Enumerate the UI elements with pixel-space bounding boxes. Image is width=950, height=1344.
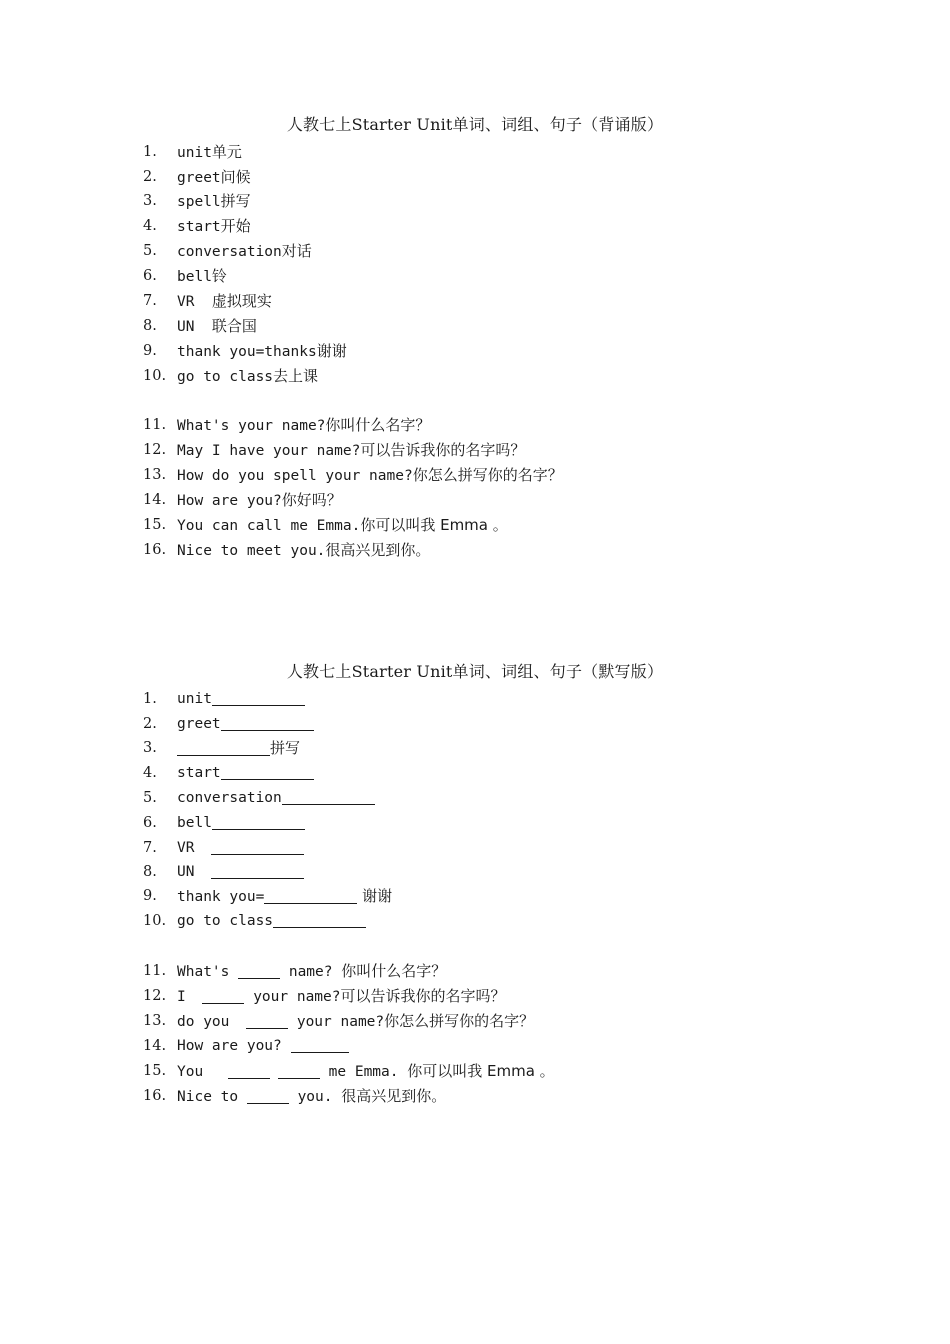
- item-number: 7.: [143, 293, 157, 309]
- item-number: 6.: [143, 268, 157, 284]
- item-number: 11.: [143, 417, 167, 433]
- item-chinese: 联合国: [211, 317, 257, 335]
- item-chinese: 谢谢: [357, 887, 393, 905]
- answer-blank[interactable]: [212, 813, 305, 830]
- item-english: go to class: [177, 369, 274, 385]
- answer-blank[interactable]: [246, 1012, 288, 1029]
- item-number: 12.: [143, 442, 167, 458]
- item-prompt: name?: [280, 964, 342, 980]
- item-number: 15.: [143, 517, 167, 533]
- item-prompt: do you: [177, 1014, 239, 1030]
- answer-blank[interactable]: [177, 739, 270, 756]
- answer-blank[interactable]: [282, 788, 375, 805]
- answer-blank[interactable]: [221, 714, 314, 731]
- item-chinese: 铃: [211, 267, 227, 285]
- item-number: 12.: [143, 988, 167, 1004]
- item-prompt: your name?: [244, 989, 341, 1005]
- item-english: spell: [177, 194, 221, 210]
- item-prompt: VR: [177, 840, 204, 856]
- item-chinese: 可以告诉我你的名字吗？: [360, 441, 526, 459]
- item-number: 7.: [143, 840, 157, 856]
- dictation-title: 人教七上Starter Unit单词、词组、句子（默写版）: [286, 662, 664, 681]
- answer-blank[interactable]: [211, 862, 304, 879]
- item-prompt: you.: [288, 1089, 342, 1105]
- item-number: 11.: [143, 963, 167, 979]
- item-prompt: bell: [177, 815, 212, 831]
- answer-blank[interactable]: [278, 1062, 320, 1079]
- item-prompt: How are you?: [177, 1038, 291, 1054]
- answer-blank[interactable]: [238, 962, 280, 979]
- item-prompt: your name?: [288, 1014, 385, 1030]
- item-number: 6.: [143, 815, 157, 831]
- recite-title: 人教七上Starter Unit单词、词组、句子（背诵版）: [286, 115, 664, 134]
- item-chinese: 很高兴见到你。: [325, 541, 431, 559]
- item-chinese: 可以告诉我你的名字吗？: [340, 987, 506, 1005]
- item-prompt: me Emma.: [319, 1064, 408, 1080]
- answer-blank[interactable]: [264, 887, 357, 904]
- item-chinese: 你怎么拼写你的名字？: [412, 466, 563, 484]
- item-number: 8.: [143, 318, 157, 334]
- item-english: Nice to meet you.: [177, 543, 326, 559]
- item-chinese: 对话: [281, 242, 312, 260]
- item-prompt: thank you=: [177, 889, 265, 905]
- item-number: 13.: [143, 1013, 167, 1029]
- item-number: 10.: [143, 368, 167, 384]
- item-number: 8.: [143, 864, 157, 880]
- item-chinese: 你可以叫我 Emma 。: [360, 516, 508, 534]
- item-chinese: 你可以叫我 Emma 。: [407, 1062, 555, 1080]
- item-number: 1.: [143, 691, 157, 707]
- item-english: bell: [177, 269, 212, 285]
- item-number: 5.: [143, 790, 157, 806]
- item-english: conversation: [177, 244, 282, 260]
- item-number: 3.: [143, 193, 157, 209]
- item-chinese: 拼写: [270, 739, 301, 757]
- item-chinese: 开始: [220, 217, 251, 235]
- item-chinese: 单元: [211, 143, 242, 161]
- item-number: 14.: [143, 1038, 167, 1054]
- item-chinese: 很高兴见到你。: [341, 1087, 447, 1105]
- item-chinese: 虚拟现实: [211, 292, 272, 310]
- item-chinese: 你叫什么名字？: [325, 416, 431, 434]
- item-number: 1.: [143, 144, 157, 160]
- item-chinese: 你怎么拼写你的名字？: [384, 1012, 535, 1030]
- item-chinese: 拼写: [220, 192, 251, 210]
- answer-blank[interactable]: [291, 1036, 349, 1053]
- item-prompt: go to class: [177, 913, 274, 929]
- item-prompt: unit: [177, 691, 212, 707]
- item-prompt: What's: [177, 964, 239, 980]
- item-prompt: You: [177, 1064, 212, 1080]
- item-english: unit: [177, 145, 212, 161]
- item-prompt: I: [177, 989, 195, 1005]
- answer-blank[interactable]: [212, 689, 305, 706]
- item-chinese: 谢谢: [316, 342, 347, 360]
- item-number: 2.: [143, 716, 157, 732]
- item-english: How do you spell your name?: [177, 468, 413, 484]
- item-number: 16.: [143, 542, 167, 558]
- item-number: 2.: [143, 169, 157, 185]
- item-english: start: [177, 219, 221, 235]
- answer-blank[interactable]: [247, 1087, 289, 1104]
- item-number: 9.: [143, 888, 157, 904]
- answer-blank[interactable]: [228, 1062, 270, 1079]
- item-english: VR: [177, 294, 212, 310]
- answer-blank[interactable]: [211, 838, 304, 855]
- answer-blank[interactable]: [273, 911, 366, 928]
- item-chinese: 去上课: [273, 367, 319, 385]
- item-english: What's your name?: [177, 418, 326, 434]
- item-number: 4.: [143, 218, 157, 234]
- item-prompt: UN: [177, 864, 204, 880]
- item-english: You can call me Emma.: [177, 518, 361, 534]
- item-english: UN: [177, 319, 212, 335]
- item-prompt: Nice to: [177, 1089, 247, 1105]
- item-chinese: 问候: [220, 168, 251, 186]
- item-number: 13.: [143, 467, 167, 483]
- item-chinese: 你好吗？: [281, 491, 342, 509]
- item-english: How are you?: [177, 493, 282, 509]
- item-english: May I have your name?: [177, 443, 361, 459]
- item-number: 5.: [143, 243, 157, 259]
- item-number: 10.: [143, 913, 167, 929]
- item-english: greet: [177, 170, 221, 186]
- item-english: thank you=thanks: [177, 344, 317, 360]
- item-number: 4.: [143, 765, 157, 781]
- item-prompt: greet: [177, 716, 221, 732]
- item-prompt: start: [177, 765, 221, 781]
- answer-blank[interactable]: [202, 987, 244, 1004]
- item-prompt: conversation: [177, 790, 282, 806]
- item-number: 16.: [143, 1088, 167, 1104]
- item-number: 9.: [143, 343, 157, 359]
- item-number: 3.: [143, 740, 157, 756]
- item-chinese: 你叫什么名字？: [341, 962, 447, 980]
- item-number: 14.: [143, 492, 167, 508]
- item-number: 15.: [143, 1063, 167, 1079]
- answer-blank[interactable]: [221, 763, 314, 780]
